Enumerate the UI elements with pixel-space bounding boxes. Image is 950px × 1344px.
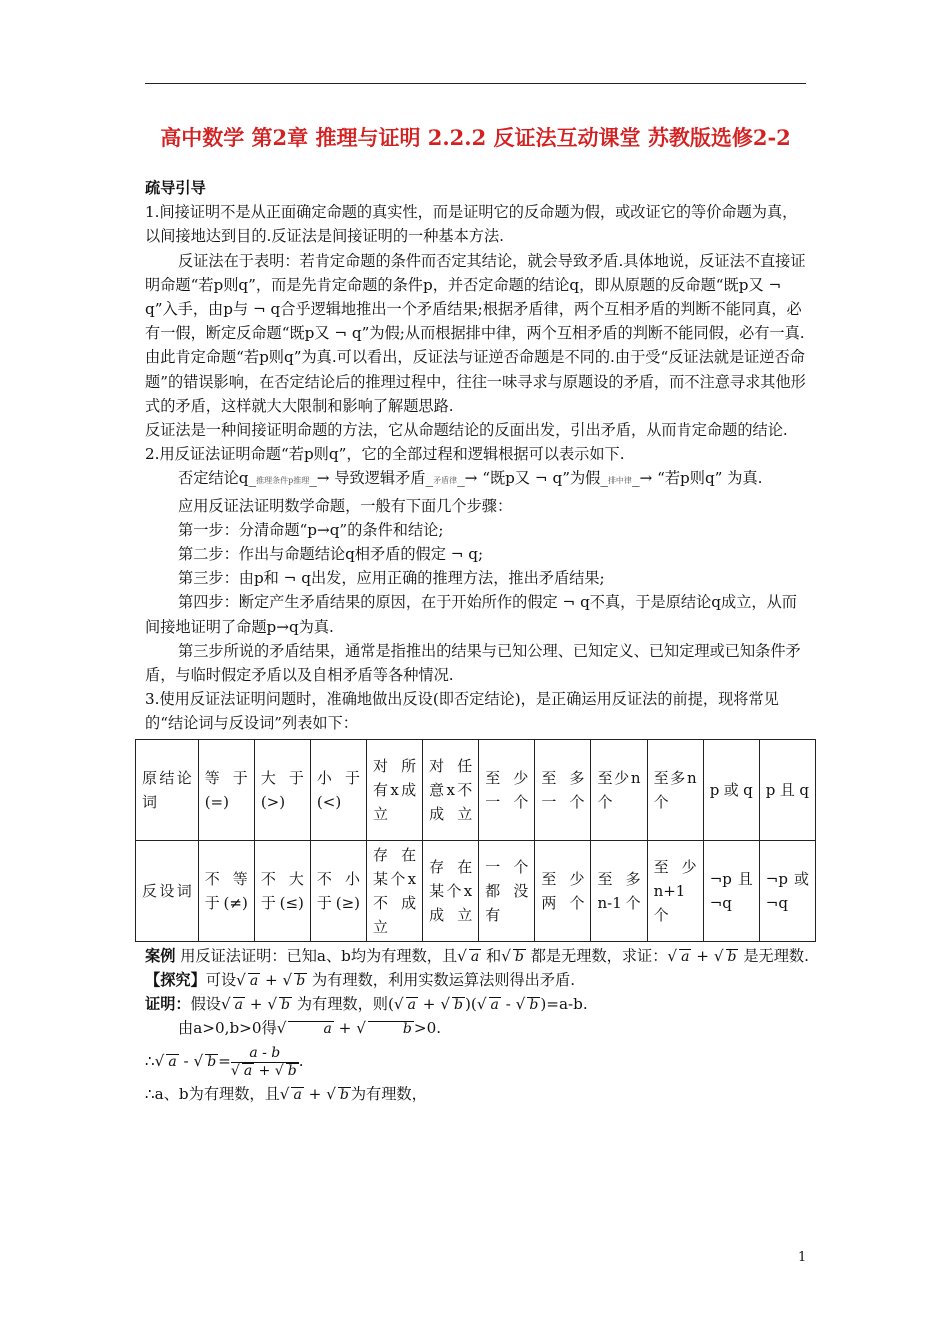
example-line: 案例 用反证法证明：已知a、b均为有理数，且√ a 和√ b 都是无理数，求证：√ a + √ b 是无理数. [145, 946, 809, 965]
explore-line: 【探究】可设√ a + √ b 为有理数，利用实数运算法则得出矛盾. [145, 970, 576, 989]
table-row [136, 840, 816, 941]
table-cell: 反设词 [136, 840, 199, 941]
table-cell: 至少n+1个 [647, 840, 703, 941]
paragraph: 1.间接证明不是从正面确定命题的真实性，而是证明它的反命题为假，或改证它的等价命题为真，以间接地达到目的.反证法是间接证明的一种基本方法. [145, 203, 798, 246]
step-item: 第四步：断定产生矛盾结果的原因，在于开始所作的假定 ¬ q不真，于是原结论q成立，从而间接地证明了命题p→q为真. [145, 593, 797, 636]
arrow-note: 排中律 [607, 476, 632, 486]
paragraph: 应用反证法证明数学命题，一般有下面几个步骤： [178, 496, 513, 515]
table-cell: 至少一个 [479, 739, 535, 840]
table-cell: 大于(>) [254, 739, 310, 840]
table-cell: 对任意x不成立 [423, 739, 479, 840]
table-cell: 不小于(≥) [310, 840, 366, 941]
arrow-note: 推理条件p推理 [256, 476, 310, 486]
table-row [136, 739, 816, 840]
table-cell: 至多一个 [535, 739, 591, 840]
arrow-note: 矛盾律 [433, 476, 458, 486]
table-cell: 对所有x成立 [367, 739, 423, 840]
proof-line: 证明：假设√ a + √ b 为有理数，则(√ a + √ b )(√ a - √ b )=a-b. [145, 995, 588, 1014]
table-cell: 一个都没有 [479, 840, 535, 941]
table-cell: 存在某个x成立 [423, 840, 479, 941]
paragraph: 2.用反证法证明命题“若p则q”，它的全部过程和逻辑根据可以表示如下. [145, 445, 625, 464]
document-body [142, 176, 812, 1107]
table-cell: p且q [759, 739, 815, 840]
paragraph: 第三步所说的矛盾结果，通常是指推出的结果与已知公理、已知定义、已知定理或已知条件矛盾，与临时假定矛盾以及自相矛盾等各种情况. [145, 641, 801, 685]
table-cell: ¬p且¬q [703, 840, 759, 941]
table-cell: 存在某个x不成立 [367, 840, 423, 941]
paragraph: 3.使用反证法证明问题时，准确地做出反设(即否定结论)，是正确运用反证法的前提，现将常见的“结论词与反设词”列表如下： [145, 690, 779, 733]
table-cell: 原结论词 [136, 739, 199, 840]
page-title: 高中数学 第2章 推理与证明 2.2.2 反证法互动课堂 苏教版选修2-2 [160, 125, 791, 150]
table-cell: ¬p或¬q [759, 840, 815, 941]
page-number: 1 [798, 1250, 807, 1265]
table-cell: 不等于(≠) [198, 840, 254, 941]
proof-line: ∴√ a - √ b = $\frac{a - b}{√ a + √ b}$ . [145, 1044, 304, 1079]
step-item: 第一步：分清命题“p→q”的条件和结论; [178, 520, 444, 539]
table-cell: 小于(<) [310, 739, 366, 840]
fraction: $\frac{a - b}{√ a + √ b}$ [230, 1044, 297, 1079]
table-cell: 不大于(≤) [254, 840, 310, 941]
table-cell: 等于(=) [198, 739, 254, 840]
proof-line: 由a>0,b>0得√ a + √ b >0. [178, 1019, 442, 1038]
step-item: 第三步：由p和 ¬ q出发，应用正确的推理方法，推出矛盾结果; [178, 569, 605, 588]
table-cell: p或q [703, 739, 759, 840]
header-rule [145, 83, 806, 84]
table-cell: 至多n个 [647, 739, 703, 840]
paragraph: 反证法在于表明：若肯定命题的条件而否定其结论，就会导致矛盾.具体地说，反证法不直接证明命题“若p则q”，而是先肯定命题的条件p，并否定命题的结论q，即从原题的反命题“既p又 ¬ q”入手，由p与 ¬ q合乎逻辑地推出一个矛盾结果;根据矛盾律，两个互相矛盾的判断不能同真，必有一假，断定反命题“既p又 ¬ q”为假;从而根据排中律，两个互相矛盾的判断不能同假，必有一真.由此肯定命题“若p则q”为真.可以看出，反证法与证逆否命题是不同的.由于受“反证法就是证逆否命题”的错误影响，在否定结论后的推理过程中，往往一味寻求与原题设的矛盾，而不注意寻求其他形式的矛盾，这样就大大限制和影响了解题思路. [145, 251, 806, 415]
table-cell: 至多n-1个 [591, 840, 647, 941]
table-cell: 至少两个 [535, 840, 591, 941]
step-item: 第二步：作出与命题结论q相矛盾的假定 ¬ q; [178, 545, 484, 564]
conclusion-negation-table [135, 739, 816, 942]
proof-line: ∴a、b为有理数，且√ a + √ b 为有理数， [145, 1085, 427, 1104]
logic-flow: 否定结论q_推理条件p推理_→ 导致逻辑矛盾_矛盾律_→ “既p又 ¬ q”为假_排中律_→ “若p则q” 为真. [178, 469, 763, 488]
paragraph: 反证法是一种间接证明命题的方法，它从命题结论的反面出发，引出矛盾，从而肯定命题的结论. [145, 421, 788, 440]
section-heading: 疏导引导 [145, 179, 206, 197]
table-cell: 至少n个 [591, 739, 647, 840]
